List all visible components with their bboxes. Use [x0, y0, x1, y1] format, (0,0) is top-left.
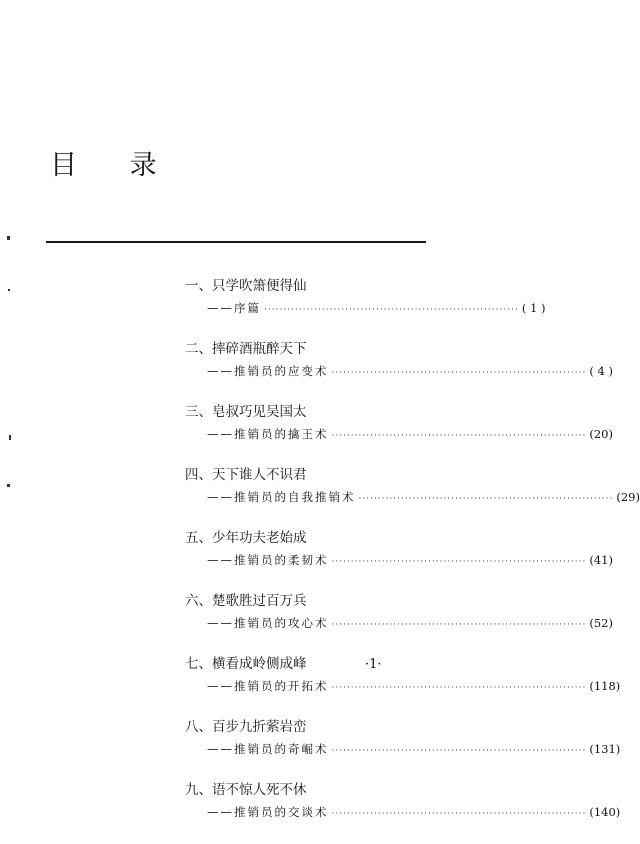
chapter-subtitle: ——推销员的交谈术 [207, 805, 329, 819]
chapter-subtitle: ——序篇 [207, 301, 261, 315]
dot-leader: ·································································· [264, 305, 519, 315]
page-number: ( 1 ) [521, 301, 546, 315]
chapter-subtitle: ——推销员的擒王术 [207, 427, 329, 441]
chapter-title: 五、少年功夫老始成 [185, 530, 307, 546]
chapter-subtitle: ——推销员的开拓术 [207, 679, 329, 693]
chapter-title: 二、摔碎酒瓶醉天下 [185, 341, 307, 357]
toc-entry [185, 592, 613, 655]
page-number: (52) [589, 616, 613, 630]
chapter-subtitle: ——推销员的柔韧术 [207, 553, 329, 567]
dot-leader: ·································································· [358, 494, 614, 504]
page-number: ( 4 ) [589, 364, 613, 378]
dot-leader: ·································································· [331, 431, 587, 441]
toc-entry [185, 781, 621, 844]
toc-subtitle-line [207, 678, 621, 696]
margin-mark [7, 236, 10, 240]
toc-subtitle-line [207, 363, 613, 381]
page-number: (131) [589, 742, 621, 756]
margin-mark [8, 289, 10, 291]
page-number: (29) [616, 490, 640, 504]
table-of-contents [185, 277, 640, 844]
chapter-title: 四、天下谁人不识君 [185, 467, 307, 483]
dot-leader: ·································································· [331, 746, 587, 756]
margin-mark [9, 435, 11, 440]
chapter-title: 一、只学吹箫便得仙 [185, 278, 307, 294]
toc-subtitle-line [207, 489, 640, 507]
page-title: 目 录 [50, 150, 179, 181]
toc-subtitle-line [207, 426, 613, 444]
chapter-title: 六、楚歌胜过百万兵 [185, 593, 307, 609]
dot-leader: ·································································· [331, 809, 587, 819]
dot-leader: ·································································· [331, 620, 587, 630]
toc-entry [185, 466, 640, 529]
page-number: (118) [589, 679, 621, 693]
chapter-title: 八、百步九折萦岩峦 [185, 719, 307, 735]
toc-entry [185, 655, 621, 718]
dot-leader: ·································································· [331, 557, 587, 567]
chapter-title: 九、语不惊人死不休 [185, 782, 307, 798]
toc-subtitle-line [207, 804, 621, 822]
chapter-subtitle: ——推销员的应变术 [207, 364, 329, 378]
toc-entry [185, 277, 546, 340]
chapter-title: 七、横看成岭侧成峰 [185, 656, 307, 672]
chapter-subtitle: ——推销员的自我推销术 [207, 490, 356, 504]
page-number: (41) [589, 553, 613, 567]
toc-subtitle-line [207, 552, 613, 570]
page-folio: ·1· [365, 657, 382, 672]
margin-mark [7, 484, 10, 487]
toc-subtitle-line [207, 615, 613, 633]
chapter-subtitle: ——推销员的奇崛术 [207, 742, 329, 756]
toc-subtitle-line [207, 300, 546, 318]
toc-entry [185, 403, 613, 466]
toc-entry [185, 340, 613, 403]
page-number: (140) [589, 805, 621, 819]
chapter-subtitle: ——推销员的攻心术 [207, 616, 329, 630]
chapter-title: 三、皂叔巧见吴国太 [185, 404, 307, 420]
title-rule [46, 241, 426, 243]
toc-entry [185, 718, 621, 781]
toc-subtitle-line [207, 741, 621, 759]
toc-entry [185, 529, 613, 592]
page-number: (20) [589, 427, 613, 441]
dot-leader: ·································································· [331, 368, 587, 378]
dot-leader: ·································································· [331, 683, 587, 693]
